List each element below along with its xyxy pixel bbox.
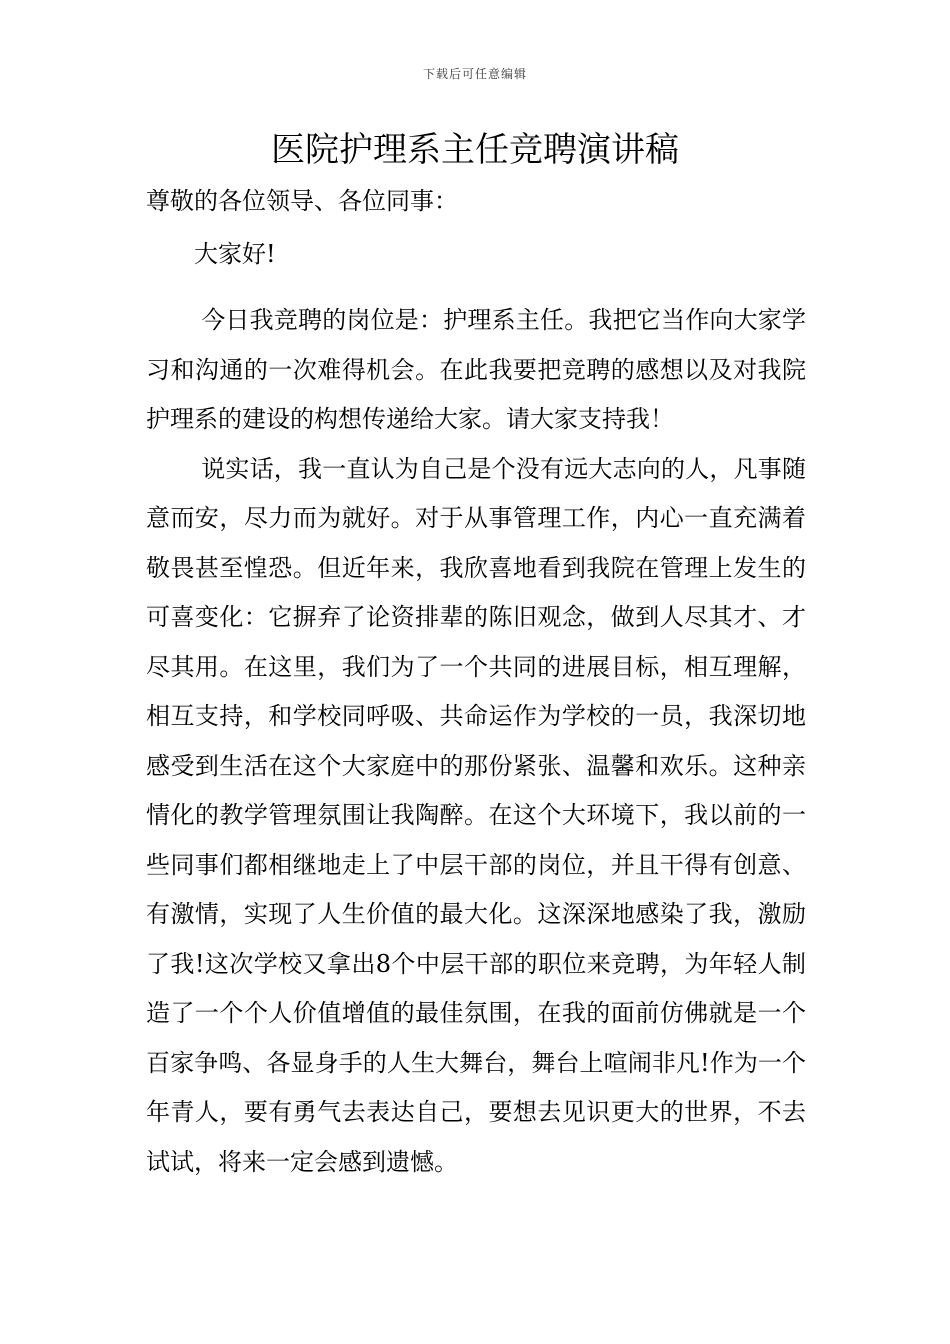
paragraph-main: 说实话，我一直认为自己是个没有远大志向的人，凡事随意而安，尽力而为就好。对于从事管理工作，内心一直充满着敬畏甚至惶恐。但近年来，我欣喜地看到我院在管理上发生的可喜变化：它摒弃了论资排辈的陈旧观念，做到人尽其才、才尽其用。在这里，我们为了一个共同的进展目标，相互理解，相互支持，和学校同呼吸、共命运作为学校的一员，我深切地感受到生活在这个大家庭中的那份紧张、温馨和欢乐。这种亲情化的教学管理氛围让我陶醉。在这个大环境下，我以前的一些同事们都相继地走上了中层干部的岗位，并且干得有创意、有激情，实现了人生价值的最大化。这深深地感染了我，激励了我!这次学校又拿出8个中层干部的职位来竞聘，为年轻人制造了一个个人价值增值的最佳氛围，在我的面前仿佛就是一个百家争鸣、各显身手的人生大舞台，舞台上喧闹非凡!作为一个年青人，要有勇气去表达自己，要想去见识更大的世界，不去试试，将来一定会感到遗憾。 xyxy=(146,454,806,1176)
greeting: 大家好! xyxy=(194,240,276,268)
page-header-note: 下载后可任意编辑 xyxy=(422,67,527,81)
paragraph-intro: 今日我竞聘的岗位是：护理系主任。我把它当作向大家学习和沟通的一次难得机会。在此我要把竞聘的感想以及对我院护理系的建设的构想传递给大家。请大家支持我！ xyxy=(146,306,806,433)
salutation: 尊敬的各位领导、各位同事： xyxy=(146,187,458,215)
document-title: 医院护理系主任竞聘演讲稿 xyxy=(271,130,679,170)
document-body xyxy=(146,180,806,1187)
